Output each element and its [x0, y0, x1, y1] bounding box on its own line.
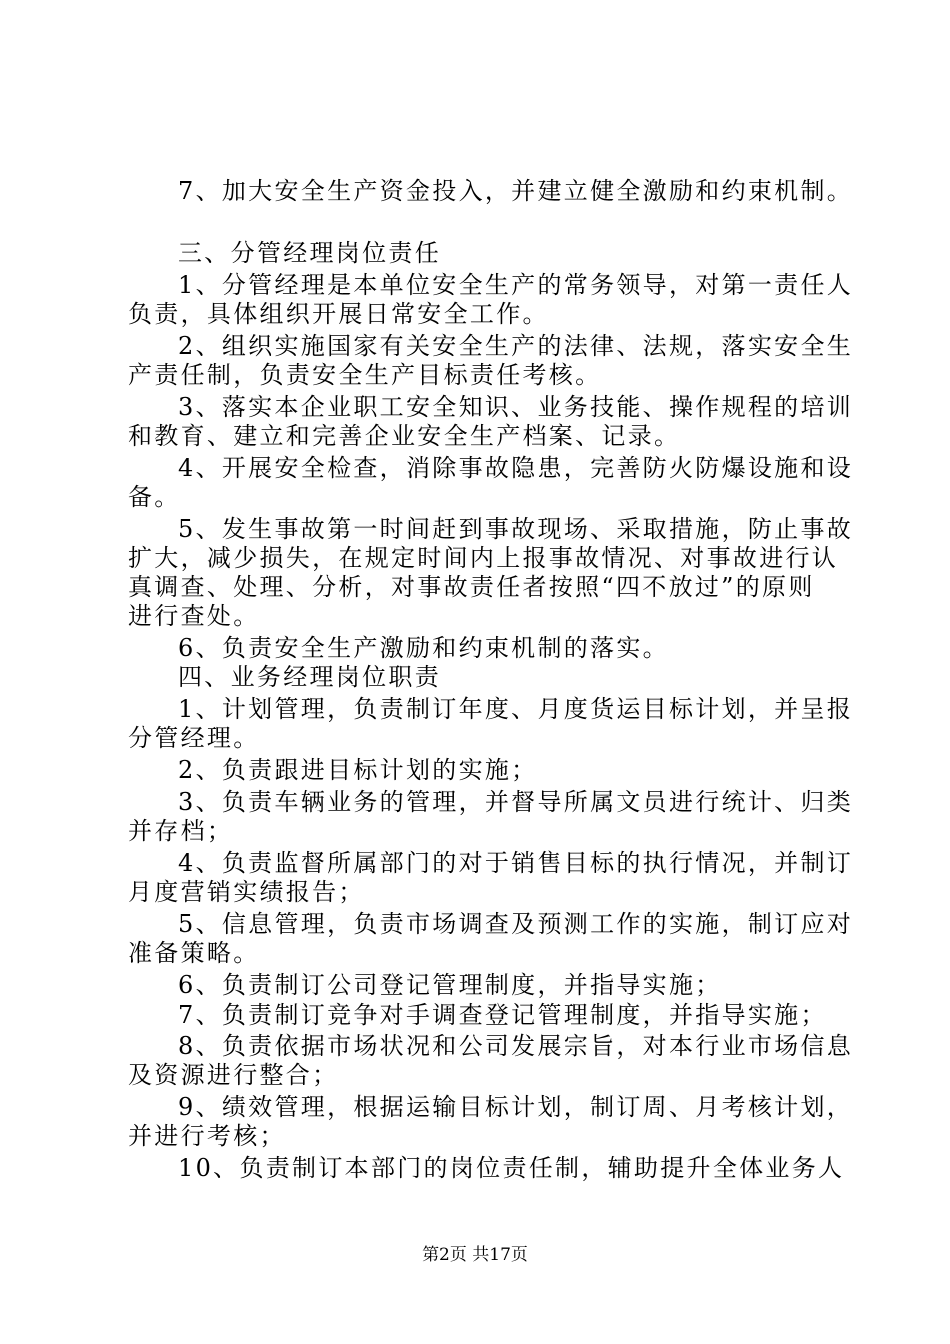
paragraph-line: 1、计划管理，负责制订年度、月度货运目标计划，并呈报: [178, 695, 854, 723]
paragraph-line: 5、发生事故第一时间赶到事故现场、采取措施，防止事故: [178, 515, 854, 543]
paragraph-line: 和教育、建立和完善企业安全生产档案、记录。: [128, 422, 681, 450]
paragraph-line: 负责，具体组织开展日常安全工作。: [128, 300, 549, 328]
paragraph-line: 真调查、处理、分析，对事故责任者按照“四不放过”的原则: [128, 573, 815, 601]
paragraph-line: 产责任制，负责安全生产目标责任考核。: [128, 361, 602, 389]
paragraph-line: 并存档；: [128, 817, 234, 845]
paragraph-line: 4、负责监督所属部门的对于销售目标的执行情况，并制订: [178, 849, 854, 877]
section-heading: 三、分管经理岗位责任: [178, 239, 441, 267]
paragraph-line: 5、信息管理，负责市场调查及预测工作的实施，制订应对: [178, 910, 854, 938]
paragraph-line: 1、分管经理是本单位安全生产的常务领导，对第一责任人: [178, 271, 854, 299]
paragraph-line: 准备策略。: [128, 939, 260, 967]
paragraph-line: 9、绩效管理，根据运输目标计划，制订周、月考核计划，: [178, 1093, 854, 1121]
paragraph-line: 2、负责跟进目标计划的实施；: [178, 756, 538, 784]
paragraph-line: 7、加大安全生产资金投入，并建立健全激励和约束机制。: [178, 177, 854, 205]
paragraph-line: 月度营销实绩报告；: [128, 878, 365, 906]
paragraph-line: 备。: [128, 483, 181, 511]
paragraph-line: 分管经理。: [128, 724, 260, 752]
paragraph-line: 并进行考核；: [128, 1122, 286, 1150]
paragraph-line: 3、负责车辆业务的管理，并督导所属文员进行统计、归类: [178, 788, 854, 816]
paragraph-line: 10、负责制订本部门的岗位责任制，辅助提升全体业务人: [178, 1154, 845, 1182]
page-footer: 第2页 共17页: [422, 1245, 528, 1265]
paragraph-line: 2、组织实施国家有关安全生产的法律、法规，落实安全生: [178, 332, 854, 360]
paragraph-line: 及资源进行整合；: [128, 1061, 339, 1089]
paragraph-line: 扩大，减少损失，在规定时间内上报事故情况、对事故进行认: [128, 544, 839, 572]
paragraph-line: 进行查处。: [128, 602, 260, 630]
section-heading: 四、业务经理岗位职责: [178, 663, 441, 691]
paragraph-line: 7、负责制订竞争对手调查登记管理制度，并指导实施；: [178, 1001, 827, 1029]
paragraph-line: 6、负责安全生产激励和约束机制的落实。: [178, 634, 669, 662]
paragraph-line: 6、负责制订公司登记管理制度，并指导实施；: [178, 971, 722, 999]
paragraph-line: 3、落实本企业职工安全知识、业务技能、操作规程的培训: [178, 393, 854, 421]
paragraph-line: 4、开展安全检查，消除事故隐患，完善防火防爆设施和设: [178, 454, 854, 482]
paragraph-line: 8、负责依据市场状况和公司发展宗旨，对本行业市场信息: [178, 1032, 854, 1060]
